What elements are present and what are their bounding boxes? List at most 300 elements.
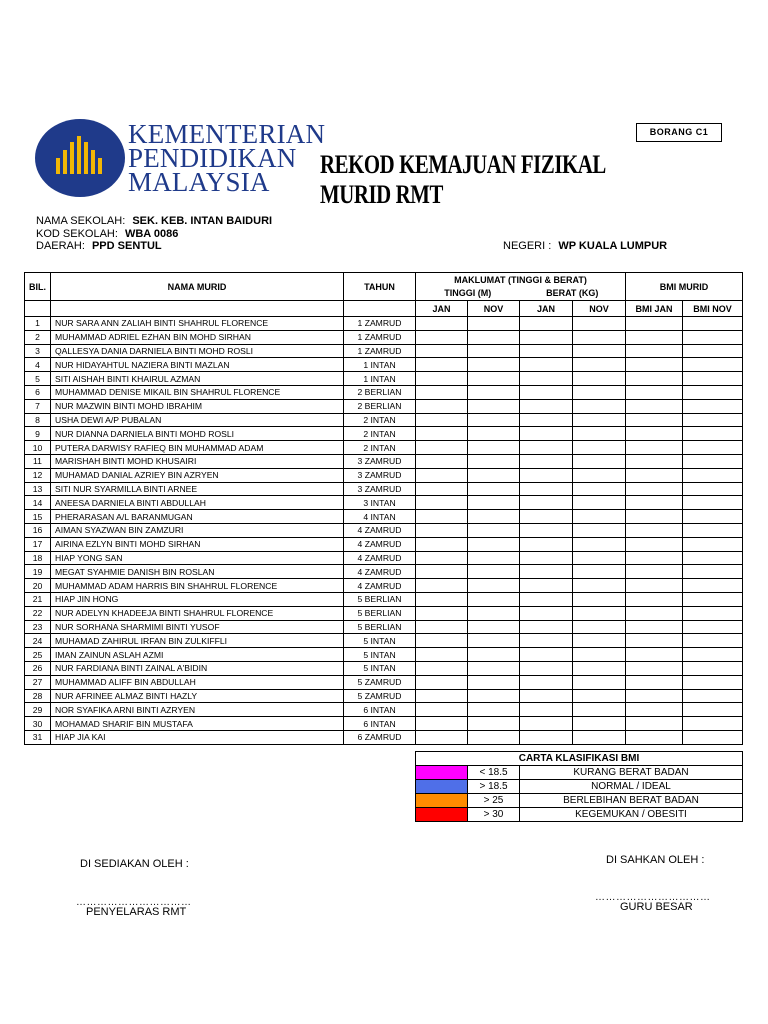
row-bil: 1: [25, 317, 51, 331]
cell-tinggi-nov[interactable]: [468, 385, 520, 399]
cell-tinggi-jan[interactable]: [416, 579, 468, 593]
cell-tinggi-nov[interactable]: [468, 372, 520, 386]
row-nama: NUR HIDAYAHTUL NAZIERA BINTI MAZLAN: [51, 358, 344, 372]
cell-berat-nov[interactable]: [573, 482, 626, 496]
cell-tinggi-nov[interactable]: [468, 330, 520, 344]
row-bil: 4: [25, 358, 51, 372]
cell-tinggi-nov[interactable]: [468, 620, 520, 634]
row-tahun: 3 ZAMRUD: [344, 482, 416, 496]
cell-tinggi-nov[interactable]: [468, 427, 520, 441]
cell-berat-nov[interactable]: [573, 606, 626, 620]
row-tahun: 5 INTAN: [344, 648, 416, 662]
cell-bmi-jan[interactable]: [626, 358, 683, 372]
cell-berat-nov[interactable]: [573, 579, 626, 593]
cell-berat-nov[interactable]: [573, 592, 626, 606]
row-tahun: 2 BERLIAN: [344, 399, 416, 413]
row-nama: MUHAMAD DANIAL AZRIEY BIN AZRYEN: [51, 468, 344, 482]
cell-tinggi-jan[interactable]: [416, 399, 468, 413]
row-bil: 22: [25, 606, 51, 620]
cell-tinggi-nov[interactable]: [468, 579, 520, 593]
row-tahun: 5 BERLIAN: [344, 606, 416, 620]
cell-bmi-nov[interactable]: [683, 372, 743, 386]
cell-tinggi-jan[interactable]: [416, 648, 468, 662]
cell-bmi-nov[interactable]: [683, 413, 743, 427]
cell-berat-jan[interactable]: [520, 317, 573, 331]
cell-bmi-jan[interactable]: [626, 399, 683, 413]
cell-tinggi-jan[interactable]: [416, 565, 468, 579]
row-nama: HIAP JIN HONG: [51, 592, 344, 606]
row-nama: HIAP JIA KAI: [51, 730, 344, 744]
table-row: [25, 496, 743, 510]
cell-berat-jan[interactable]: [520, 661, 573, 675]
cell-bmi-jan[interactable]: [626, 344, 683, 358]
cell-bmi-nov[interactable]: [683, 689, 743, 703]
table-row: [25, 441, 743, 455]
cell-tinggi-jan[interactable]: [416, 730, 468, 744]
cell-berat-jan[interactable]: [520, 730, 573, 744]
table-row: [25, 344, 743, 358]
header-berat-jan: JAN: [520, 301, 573, 317]
row-nama: NUR DIANNA DARNIELA BINTI MOHD ROSLI: [51, 427, 344, 441]
header-bmi: BMI MURID: [626, 273, 743, 301]
cell-berat-jan[interactable]: [520, 606, 573, 620]
cell-tinggi-nov[interactable]: [468, 399, 520, 413]
cell-tinggi-jan[interactable]: [416, 717, 468, 731]
cell-berat-jan[interactable]: [520, 634, 573, 648]
cell-tinggi-nov[interactable]: [468, 551, 520, 565]
table-row: [25, 358, 743, 372]
cell-berat-jan[interactable]: [520, 565, 573, 579]
row-nama: AIMAN SYAZWAN BIN ZAMZURI: [51, 523, 344, 537]
cell-berat-jan[interactable]: [520, 399, 573, 413]
cell-bmi-nov[interactable]: [683, 606, 743, 620]
row-bil: 24: [25, 634, 51, 648]
cell-bmi-jan[interactable]: [626, 496, 683, 510]
cell-berat-nov[interactable]: [573, 661, 626, 675]
cell-berat-nov[interactable]: [573, 330, 626, 344]
header-berat: BERAT (KG): [520, 287, 626, 301]
cell-berat-nov[interactable]: [573, 372, 626, 386]
table-row: [25, 510, 743, 524]
row-bil: 12: [25, 468, 51, 482]
cell-tinggi-jan[interactable]: [416, 523, 468, 537]
cell-bmi-nov[interactable]: [683, 675, 743, 689]
cell-berat-jan[interactable]: [520, 330, 573, 344]
cell-tinggi-nov[interactable]: [468, 496, 520, 510]
cell-bmi-nov[interactable]: [683, 537, 743, 551]
row-tahun: 4 INTAN: [344, 510, 416, 524]
legend-row: [416, 808, 743, 822]
cell-berat-jan[interactable]: [520, 592, 573, 606]
cell-berat-jan[interactable]: [520, 372, 573, 386]
row-nama: MARISHAH BINTI MOHD KHUSAIRI: [51, 454, 344, 468]
row-bil: 11: [25, 454, 51, 468]
cell-berat-jan[interactable]: [520, 620, 573, 634]
cell-bmi-nov[interactable]: [683, 468, 743, 482]
cell-berat-nov[interactable]: [573, 523, 626, 537]
row-nama: SITI AISHAH BINTI KHAIRUL AZMAN: [51, 372, 344, 386]
cell-bmi-nov[interactable]: [683, 399, 743, 413]
cell-berat-nov[interactable]: [573, 496, 626, 510]
cell-bmi-nov[interactable]: [683, 317, 743, 331]
cell-bmi-jan[interactable]: [626, 427, 683, 441]
cell-tinggi-nov[interactable]: [468, 537, 520, 551]
cell-berat-jan[interactable]: [520, 523, 573, 537]
cell-berat-jan[interactable]: [520, 537, 573, 551]
table-row: [25, 551, 743, 565]
cell-bmi-jan[interactable]: [626, 565, 683, 579]
header-tinggi-nov: NOV: [468, 301, 520, 317]
form-code-box: BORANG C1: [636, 123, 722, 142]
table-row: [25, 579, 743, 593]
row-nama: IMAN ZAINUN ASLAH AZMI: [51, 648, 344, 662]
cell-tinggi-jan[interactable]: [416, 441, 468, 455]
cell-berat-nov[interactable]: [573, 358, 626, 372]
cell-tinggi-jan[interactable]: [416, 606, 468, 620]
cell-berat-jan[interactable]: [520, 675, 573, 689]
row-nama: MOHAMAD SHARIF BIN MUSTAFA: [51, 717, 344, 731]
cell-tinggi-jan[interactable]: [416, 468, 468, 482]
cell-bmi-nov[interactable]: [683, 427, 743, 441]
table-row: [25, 413, 743, 427]
cell-tinggi-jan[interactable]: [416, 537, 468, 551]
cell-berat-nov[interactable]: [573, 537, 626, 551]
row-tahun: 1 ZAMRUD: [344, 344, 416, 358]
verified-by-label: DI SAHKAN OLEH :: [606, 854, 705, 866]
row-nama: NUR FARDIANA BINTI ZAINAL A'BIDIN: [51, 661, 344, 675]
row-nama: MUHAMMAD ADAM HARRIS BIN SHAHRUL FLORENCE: [51, 579, 344, 593]
legend-row: [416, 780, 743, 794]
row-tahun: 4 ZAMRUD: [344, 579, 416, 593]
ministry-logo: [34, 118, 126, 198]
cell-bmi-nov[interactable]: [683, 703, 743, 717]
cell-bmi-nov[interactable]: [683, 385, 743, 399]
cell-bmi-jan[interactable]: [626, 620, 683, 634]
row-nama: AIRINA EZLYN BINTI MOHD SIRHAN: [51, 537, 344, 551]
cell-bmi-jan[interactable]: [626, 317, 683, 331]
cell-tinggi-jan[interactable]: [416, 330, 468, 344]
cell-bmi-nov[interactable]: [683, 496, 743, 510]
cell-tinggi-jan[interactable]: [416, 689, 468, 703]
cell-bmi-jan[interactable]: [626, 689, 683, 703]
cell-berat-nov[interactable]: [573, 634, 626, 648]
cell-bmi-nov[interactable]: [683, 717, 743, 731]
cell-berat-nov[interactable]: [573, 344, 626, 358]
header-blank-bil: [25, 301, 51, 317]
cell-berat-nov[interactable]: [573, 427, 626, 441]
cell-tinggi-nov[interactable]: [468, 689, 520, 703]
row-tahun: 1 ZAMRUD: [344, 330, 416, 344]
cell-bmi-jan[interactable]: [626, 454, 683, 468]
table-row: [25, 385, 743, 399]
row-tahun: 6 INTAN: [344, 703, 416, 717]
cell-tinggi-jan[interactable]: [416, 344, 468, 358]
cell-bmi-nov[interactable]: [683, 565, 743, 579]
cell-bmi-jan[interactable]: [626, 510, 683, 524]
cell-tinggi-nov[interactable]: [468, 703, 520, 717]
header-tinggi-jan: JAN: [416, 301, 468, 317]
cell-tinggi-nov[interactable]: [468, 317, 520, 331]
cell-tinggi-nov[interactable]: [468, 648, 520, 662]
cell-tinggi-nov[interactable]: [468, 592, 520, 606]
cell-berat-nov[interactable]: [573, 717, 626, 731]
cell-berat-jan[interactable]: [520, 689, 573, 703]
cell-berat-nov[interactable]: [573, 413, 626, 427]
cell-berat-jan[interactable]: [520, 468, 573, 482]
cell-berat-nov[interactable]: [573, 317, 626, 331]
row-tahun: 5 ZAMRUD: [344, 675, 416, 689]
prepared-by-role: PENYELARAS RMT: [86, 906, 187, 918]
legend-color-swatch: [416, 766, 468, 780]
header-bmi-jan: BMI JAN: [626, 301, 683, 317]
table-row: [25, 634, 743, 648]
cell-bmi-jan[interactable]: [626, 592, 683, 606]
cell-bmi-nov[interactable]: [683, 454, 743, 468]
row-tahun: 1 INTAN: [344, 372, 416, 386]
cell-tinggi-jan[interactable]: [416, 675, 468, 689]
cell-bmi-jan[interactable]: [626, 730, 683, 744]
table-row: [25, 675, 743, 689]
table-row: [25, 730, 743, 744]
cell-bmi-nov[interactable]: [683, 661, 743, 675]
cell-berat-jan[interactable]: [520, 413, 573, 427]
row-bil: 2: [25, 330, 51, 344]
school-code-label: KOD SEKOLAH:: [36, 228, 118, 240]
table-row: [25, 689, 743, 703]
cell-bmi-jan[interactable]: [626, 634, 683, 648]
legend-label: KEGEMUKAN / OBESITI: [520, 808, 743, 822]
cell-berat-jan[interactable]: [520, 482, 573, 496]
cell-tinggi-jan[interactable]: [416, 703, 468, 717]
row-tahun: 3 INTAN: [344, 496, 416, 510]
cell-tinggi-nov[interactable]: [468, 730, 520, 744]
cell-tinggi-jan[interactable]: [416, 634, 468, 648]
cell-bmi-nov[interactable]: [683, 730, 743, 744]
table-row: [25, 523, 743, 537]
cell-bmi-nov[interactable]: [683, 344, 743, 358]
row-nama: SITI NUR SYARMILLA BINTI ARNEE: [51, 482, 344, 496]
cell-tinggi-jan[interactable]: [416, 592, 468, 606]
cell-berat-nov[interactable]: [573, 730, 626, 744]
cell-tinggi-nov[interactable]: [468, 634, 520, 648]
cell-bmi-nov[interactable]: [683, 358, 743, 372]
cell-tinggi-nov[interactable]: [468, 358, 520, 372]
cell-berat-jan[interactable]: [520, 648, 573, 662]
table-row: [25, 399, 743, 413]
cell-tinggi-nov[interactable]: [468, 606, 520, 620]
cell-berat-nov[interactable]: [573, 551, 626, 565]
cell-berat-nov[interactable]: [573, 565, 626, 579]
row-bil: 14: [25, 496, 51, 510]
cell-tinggi-jan[interactable]: [416, 413, 468, 427]
cell-bmi-jan[interactable]: [626, 468, 683, 482]
cell-bmi-nov[interactable]: [683, 510, 743, 524]
legend-range: > 30: [468, 808, 520, 822]
cell-bmi-nov[interactable]: [683, 482, 743, 496]
cell-tinggi-nov[interactable]: [468, 441, 520, 455]
row-nama: NUR ADELYN KHADEEJA BINTI SHAHRUL FLORENCE: [51, 606, 344, 620]
header-tahun: TAHUN: [344, 273, 416, 301]
row-nama: MUHAMMAD DENISE MIKAIL BIN SHAHRUL FLORENCE: [51, 385, 344, 399]
row-tahun: 3 ZAMRUD: [344, 468, 416, 482]
legend-color-swatch: [416, 780, 468, 794]
cell-berat-jan[interactable]: [520, 579, 573, 593]
cell-berat-nov[interactable]: [573, 399, 626, 413]
cell-bmi-jan[interactable]: [626, 648, 683, 662]
header-nama: NAMA MURID: [51, 273, 344, 301]
cell-berat-jan[interactable]: [520, 441, 573, 455]
cell-tinggi-nov[interactable]: [468, 482, 520, 496]
cell-berat-jan[interactable]: [520, 344, 573, 358]
cell-bmi-jan[interactable]: [626, 482, 683, 496]
cell-tinggi-jan[interactable]: [416, 317, 468, 331]
ministry-name-line2: PENDIDIKAN: [128, 143, 297, 173]
cell-bmi-nov[interactable]: [683, 523, 743, 537]
table-row: [25, 537, 743, 551]
row-tahun: 5 BERLIAN: [344, 592, 416, 606]
ministry-name-line3: MALAYSIA: [128, 167, 270, 197]
row-nama: NUR MAZWIN BINTI MOHD IBRAHIM: [51, 399, 344, 413]
cell-bmi-nov[interactable]: [683, 330, 743, 344]
row-bil: 7: [25, 399, 51, 413]
row-tahun: 4 ZAMRUD: [344, 565, 416, 579]
cell-berat-jan[interactable]: [520, 427, 573, 441]
row-bil: 29: [25, 703, 51, 717]
cell-tinggi-jan[interactable]: [416, 427, 468, 441]
row-bil: 20: [25, 579, 51, 593]
school-name-row: [36, 215, 272, 228]
cell-tinggi-jan[interactable]: [416, 358, 468, 372]
legend-range: < 18.5: [468, 766, 520, 780]
cell-tinggi-nov[interactable]: [468, 675, 520, 689]
ministry-name: [128, 119, 326, 197]
cell-bmi-jan[interactable]: [626, 661, 683, 675]
cell-berat-nov[interactable]: [573, 675, 626, 689]
cell-bmi-jan[interactable]: [626, 703, 683, 717]
cell-bmi-nov[interactable]: [683, 592, 743, 606]
row-nama: MEGAT SYAHMIE DANISH BIN ROSLAN: [51, 565, 344, 579]
cell-berat-nov[interactable]: [573, 648, 626, 662]
cell-tinggi-jan[interactable]: [416, 551, 468, 565]
cell-tinggi-nov[interactable]: [468, 717, 520, 731]
cell-berat-jan[interactable]: [520, 717, 573, 731]
cell-tinggi-jan[interactable]: [416, 661, 468, 675]
table-row: [25, 372, 743, 386]
cell-bmi-jan[interactable]: [626, 385, 683, 399]
cell-bmi-jan[interactable]: [626, 606, 683, 620]
table-row: [25, 592, 743, 606]
verified-by-signature-line: ……………………………: [595, 892, 711, 903]
cell-bmi-nov[interactable]: [683, 620, 743, 634]
row-tahun: 2 INTAN: [344, 413, 416, 427]
legend-color-swatch: [416, 794, 468, 808]
row-nama: MUHAMMAD ADRIEL EZHAN BIN MOHD SIRHAN: [51, 330, 344, 344]
cell-bmi-nov[interactable]: [683, 441, 743, 455]
row-tahun: 3 ZAMRUD: [344, 454, 416, 468]
cell-berat-jan[interactable]: [520, 454, 573, 468]
row-tahun: 2 BERLIAN: [344, 385, 416, 399]
legend-row: [416, 766, 743, 780]
cell-tinggi-nov[interactable]: [468, 344, 520, 358]
cell-berat-nov[interactable]: [573, 620, 626, 634]
cell-berat-nov[interactable]: [573, 689, 626, 703]
cell-bmi-jan[interactable]: [626, 441, 683, 455]
row-bil: 27: [25, 675, 51, 689]
cell-tinggi-nov[interactable]: [468, 468, 520, 482]
row-tahun: 5 INTAN: [344, 661, 416, 675]
cell-tinggi-nov[interactable]: [468, 413, 520, 427]
row-bil: 15: [25, 510, 51, 524]
district-value: PPD SENTUL: [91, 240, 162, 252]
cell-berat-nov[interactable]: [573, 468, 626, 482]
cell-berat-jan[interactable]: [520, 703, 573, 717]
cell-bmi-jan[interactable]: [626, 330, 683, 344]
table-row: [25, 606, 743, 620]
cell-bmi-nov[interactable]: [683, 634, 743, 648]
cell-tinggi-nov[interactable]: [468, 565, 520, 579]
state-value: WP KUALA LUMPUR: [558, 240, 668, 252]
cell-berat-nov[interactable]: [573, 454, 626, 468]
cell-berat-jan[interactable]: [520, 385, 573, 399]
cell-bmi-jan[interactable]: [626, 551, 683, 565]
row-bil: 13: [25, 482, 51, 496]
row-bil: 17: [25, 537, 51, 551]
cell-bmi-jan[interactable]: [626, 579, 683, 593]
cell-berat-jan[interactable]: [520, 551, 573, 565]
cell-bmi-jan[interactable]: [626, 413, 683, 427]
cell-berat-nov[interactable]: [573, 703, 626, 717]
cell-berat-jan[interactable]: [520, 358, 573, 372]
header-berat-nov: NOV: [573, 301, 626, 317]
prepared-by-signature-line: ……………………………: [76, 897, 192, 908]
cell-bmi-nov[interactable]: [683, 648, 743, 662]
cell-berat-nov[interactable]: [573, 510, 626, 524]
school-name-value: SEK. KEB. INTAN BAIDURI: [132, 215, 273, 227]
cell-berat-jan[interactable]: [520, 496, 573, 510]
row-tahun: 2 INTAN: [344, 441, 416, 455]
cell-tinggi-jan[interactable]: [416, 385, 468, 399]
cell-bmi-nov[interactable]: [683, 551, 743, 565]
row-tahun: 4 ZAMRUD: [344, 537, 416, 551]
cell-tinggi-jan[interactable]: [416, 454, 468, 468]
row-bil: 10: [25, 441, 51, 455]
cell-berat-jan[interactable]: [520, 510, 573, 524]
header-blank-nama: [51, 301, 344, 317]
row-nama: PUTERA DARWISY RAFIEQ BIN MUHAMMAD ADAM: [51, 441, 344, 455]
table-row: [25, 620, 743, 634]
cell-bmi-jan[interactable]: [626, 372, 683, 386]
cell-berat-nov[interactable]: [573, 441, 626, 455]
row-bil: 16: [25, 523, 51, 537]
cell-bmi-jan[interactable]: [626, 537, 683, 551]
cell-tinggi-jan[interactable]: [416, 620, 468, 634]
cell-tinggi-jan[interactable]: [416, 372, 468, 386]
cell-tinggi-nov[interactable]: [468, 661, 520, 675]
cell-bmi-jan[interactable]: [626, 717, 683, 731]
table-row: [25, 317, 743, 331]
cell-berat-nov[interactable]: [573, 385, 626, 399]
cell-bmi-jan[interactable]: [626, 675, 683, 689]
cell-tinggi-nov[interactable]: [468, 510, 520, 524]
district-label: DAERAH:: [36, 240, 85, 252]
cell-tinggi-jan[interactable]: [416, 510, 468, 524]
cell-tinggi-jan[interactable]: [416, 496, 468, 510]
cell-bmi-jan[interactable]: [626, 523, 683, 537]
cell-tinggi-jan[interactable]: [416, 482, 468, 496]
cell-tinggi-nov[interactable]: [468, 454, 520, 468]
cell-tinggi-nov[interactable]: [468, 523, 520, 537]
cell-bmi-nov[interactable]: [683, 579, 743, 593]
